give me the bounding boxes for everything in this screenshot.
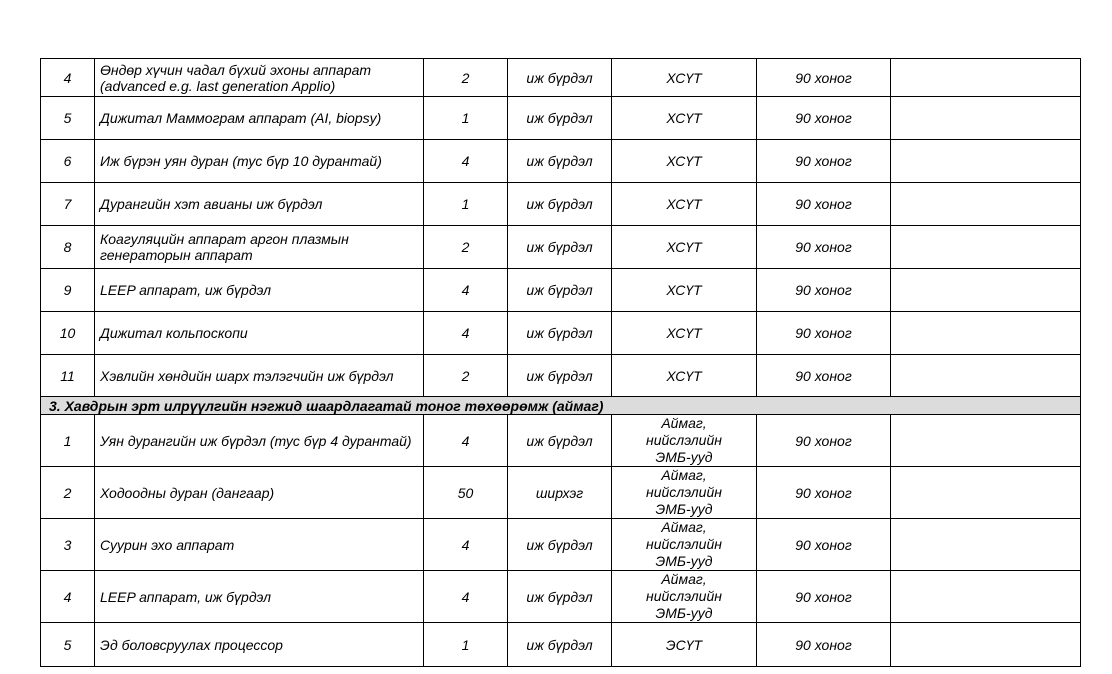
row-number: 7 (41, 183, 95, 226)
row-number: 8 (41, 226, 95, 269)
equipment-name: LEEP аппарат, иж бүрдэл (95, 571, 424, 623)
quantity: 50 (424, 467, 508, 519)
unit: иж бүрдэл (508, 140, 612, 183)
quantity: 1 (424, 97, 508, 140)
unit: иж бүрдэл (508, 415, 612, 467)
equipment-name: Өндөр хүчин чадал бүхий эхоны аппарат (advanced e.g. last generation Applio) (95, 59, 424, 97)
equipment-table (40, 58, 1081, 667)
section-title: 3. Хавдрын эрт илрүүлгийн нэгжид шаардлагатай тоног төхөөрөмж (аймаг) (41, 397, 1081, 415)
note-cell (891, 415, 1081, 467)
table-row (41, 571, 1081, 623)
equipment-name: Дижитал Маммограм аппарат (AI, biopsy) (95, 97, 424, 140)
note-cell (891, 571, 1081, 623)
location: ХСҮТ (612, 97, 757, 140)
delivery-duration: 90 хоног (757, 519, 891, 571)
unit: иж бүрдэл (508, 355, 612, 397)
location (612, 571, 757, 623)
row-number: 6 (41, 140, 95, 183)
table-row (41, 269, 1081, 312)
quantity: 4 (424, 269, 508, 312)
delivery-duration: 90 хоног (757, 623, 891, 667)
location-line: нийслэлийн (646, 536, 722, 552)
quantity: 1 (424, 623, 508, 667)
unit: иж бүрдэл (508, 183, 612, 226)
location: ЭСҮТ (612, 623, 757, 667)
quantity: 4 (424, 571, 508, 623)
unit: иж бүрдэл (508, 623, 612, 667)
unit: иж бүрдэл (508, 226, 612, 269)
location-line: Аймаг, (661, 467, 707, 483)
table-row (41, 97, 1081, 140)
location-line: ЭМБ-ууд (655, 501, 713, 517)
quantity: 2 (424, 59, 508, 97)
delivery-duration: 90 хоног (757, 183, 891, 226)
table-row (41, 59, 1081, 97)
delivery-duration: 90 хоног (757, 59, 891, 97)
location (612, 415, 757, 467)
location: ХСҮТ (612, 269, 757, 312)
location-line: нийслэлийн (646, 484, 722, 500)
note-cell (891, 183, 1081, 226)
row-number: 5 (41, 623, 95, 667)
location-line: ЭМБ-ууд (655, 553, 713, 569)
location (612, 467, 757, 519)
quantity: 2 (424, 355, 508, 397)
row-number: 11 (41, 355, 95, 397)
unit: иж бүрдэл (508, 269, 612, 312)
row-number: 3 (41, 519, 95, 571)
note-cell (891, 519, 1081, 571)
quantity: 4 (424, 415, 508, 467)
table-row (41, 519, 1081, 571)
location: ХСҮТ (612, 312, 757, 355)
unit: иж бүрдэл (508, 312, 612, 355)
table-row (41, 226, 1081, 269)
equipment-name: Коагуляцийн аппарат аргон плазмын генераторын аппарат (95, 226, 424, 269)
note-cell (891, 269, 1081, 312)
delivery-duration: 90 хоног (757, 140, 891, 183)
location: ХСҮТ (612, 226, 757, 269)
section-header-row (41, 397, 1081, 415)
delivery-duration: 90 хоног (757, 269, 891, 312)
equipment-name: Дижитал кольпоскопи (95, 312, 424, 355)
location-line: ЭМБ-ууд (655, 605, 713, 621)
delivery-duration: 90 хоног (757, 97, 891, 140)
location-line: нийслэлийн (646, 432, 722, 448)
row-number: 4 (41, 571, 95, 623)
delivery-duration: 90 хоног (757, 312, 891, 355)
unit: иж бүрдэл (508, 519, 612, 571)
row-number: 5 (41, 97, 95, 140)
unit: иж бүрдэл (508, 571, 612, 623)
row-number: 9 (41, 269, 95, 312)
table-row (41, 467, 1081, 519)
note-cell (891, 312, 1081, 355)
note-cell (891, 226, 1081, 269)
delivery-duration: 90 хоног (757, 467, 891, 519)
quantity: 4 (424, 312, 508, 355)
location-line: Аймаг, (661, 571, 707, 587)
note-cell (891, 623, 1081, 667)
equipment-name: Дурангийн хэт авианы иж бүрдэл (95, 183, 424, 226)
note-cell (891, 59, 1081, 97)
row-number: 1 (41, 415, 95, 467)
note-cell (891, 97, 1081, 140)
equipment-name: Иж бүрэн уян дуран (тус бүр 10 дурантай) (95, 140, 424, 183)
equipment-name: Уян дурангийн иж бүрдэл (тус бүр 4 дурантай) (95, 415, 424, 467)
table-row (41, 140, 1081, 183)
location: ХСҮТ (612, 140, 757, 183)
location: ХСҮТ (612, 183, 757, 226)
note-cell (891, 467, 1081, 519)
table-row (41, 415, 1081, 467)
delivery-duration: 90 хоног (757, 355, 891, 397)
quantity: 2 (424, 226, 508, 269)
location-line: нийслэлийн (646, 588, 722, 604)
location-line: ЭМБ-ууд (655, 449, 713, 465)
location: ХСҮТ (612, 59, 757, 97)
delivery-duration: 90 хоног (757, 226, 891, 269)
table-row (41, 355, 1081, 397)
quantity: 4 (424, 140, 508, 183)
location (612, 519, 757, 571)
unit: ширхэг (508, 467, 612, 519)
location: ХСҮТ (612, 355, 757, 397)
location-line: Аймаг, (661, 415, 707, 431)
delivery-duration: 90 хоног (757, 571, 891, 623)
delivery-duration: 90 хоног (757, 415, 891, 467)
note-cell (891, 355, 1081, 397)
row-number: 2 (41, 467, 95, 519)
row-number: 10 (41, 312, 95, 355)
equipment-name: Хэвлийн хөндийн шарх тэлэгчийн иж бүрдэл (95, 355, 424, 397)
equipment-name: Суурин эхо аппарат (95, 519, 424, 571)
equipment-name: Ходоодны дуран (дангаар) (95, 467, 424, 519)
equipment-name: LEEP аппарат, иж бүрдэл (95, 269, 424, 312)
location-line: Аймаг, (661, 519, 707, 535)
table-row (41, 183, 1081, 226)
unit: иж бүрдэл (508, 97, 612, 140)
unit: иж бүрдэл (508, 59, 612, 97)
quantity: 1 (424, 183, 508, 226)
row-number: 4 (41, 59, 95, 97)
equipment-name: Эд боловсруулах процессор (95, 623, 424, 667)
quantity: 4 (424, 519, 508, 571)
note-cell (891, 140, 1081, 183)
table-row (41, 623, 1081, 667)
table-row (41, 312, 1081, 355)
